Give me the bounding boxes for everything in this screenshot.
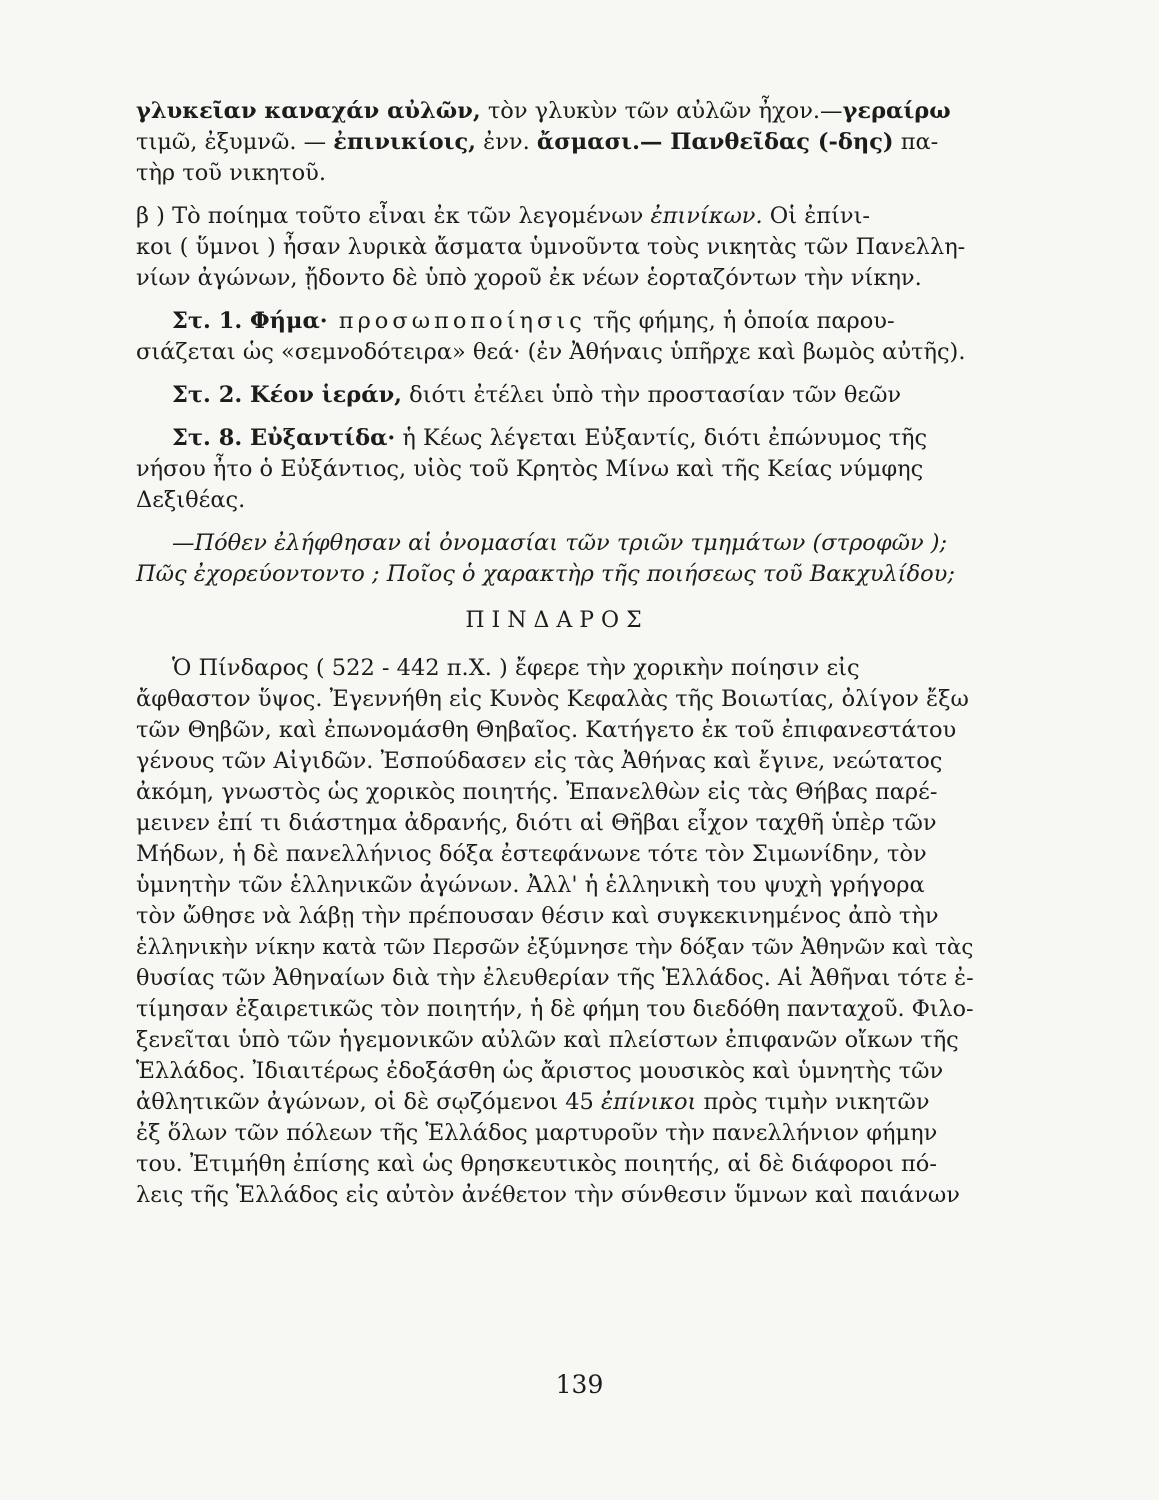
page-number: 139 xyxy=(555,1370,604,1399)
text-line: τῶν Θηβῶν, καὶ ἐπωνομάσθη Θηβαῖος. Κατήγετο ἐκ τοῦ ἐπιφανεστάτου xyxy=(136,717,957,743)
text-line: γένους τῶν Αἰγιδῶν. Ἐσπούδασεν εἰς τὰς Ἀθήνας καὶ ἔγινε, νεώτατος xyxy=(136,748,943,774)
text-line xyxy=(136,1087,978,1118)
glossary-text: τὸν γλυκὺν τῶν αὐλῶν ἦχον.— xyxy=(480,98,843,124)
text-line: τίμησαν ἐξαιρετικῶς τὸν ποιητήν, ἡ δὲ φήμη του διεδόθη πανταχοῦ. Φιλο- xyxy=(136,996,974,1022)
page-body xyxy=(136,96,978,1211)
pindar-paragraph xyxy=(136,653,978,1211)
text-line: ὑμνητὴν τῶν ἑλληνικῶν ἀγώνων. Ἀλλ' ἡ ἑλληνικὴ του ψυχὴ γρήγορα xyxy=(136,872,925,898)
text-line: μεινεν ἐπί τι διάστημα ἀδρανής, διότι αἱ Θῆβαι εἶχον ταχθῆ ὑπὲρ τῶν xyxy=(136,810,937,836)
text-line: κοι ( ὕμνοι ) ἦσαν λυρικὰ ἄσματα ὑμνοῦντα τοὺς νικητὰς τῶν Πανελλη- xyxy=(136,234,966,260)
italic-term: ἐπίνικοι xyxy=(601,1089,697,1115)
verse-label: Στ. 8. Εὐξαντίδα· xyxy=(172,425,396,451)
verse-note-1 xyxy=(136,306,978,368)
text-line xyxy=(136,423,978,454)
text-line: ἀκόμη, γνωστὸς ὡς χορικὸς ποιητής. Ἐπανελθὼν εἰς τὰς Θήβας παρέ- xyxy=(136,779,938,805)
glossary-text: τιμῶ, ἐξυμνῶ. — xyxy=(136,129,334,155)
text-line: του. Ἐτιμήθη ἐπίσης καὶ ὡς θρησκευτικὸς ποιητής, αἱ δὲ διάφοροι πό- xyxy=(136,1151,937,1177)
text-line: νήσου ἦτο ὁ Εὐξάντιος, υἱὸς τοῦ Κρητὸς Μίνω καὶ τῆς Κείας νύμφης xyxy=(136,456,924,482)
question-paragraph xyxy=(136,528,978,590)
text-line: Μήδων, ἡ δὲ πανελλήνιος δόξα ἐστεφάνωνε τότε τὸν Σιμωνίδην, τὸν xyxy=(136,841,927,867)
section-title: ΠΙΝΔΑΡΟΣ xyxy=(465,608,649,633)
text-line: Δεξιθέας. xyxy=(136,487,246,513)
text-line xyxy=(136,201,978,232)
text-line: Πῶς ἐχορεύοντοντο ; Ποῖος ὁ χαρακτὴρ τῆς ποιήσεως τοῦ Βακχυλίδου; xyxy=(136,561,955,587)
text-line: λεις τῆς Ἑλλάδος εἰς αὐτὸν ἀνέθετον τὴν σύνθεσιν ὕμνων καὶ παιάνων xyxy=(136,1182,960,1208)
text-line xyxy=(136,380,978,411)
note-text: τῆς φήμης, ἡ ὁποία παρου- xyxy=(585,308,895,334)
text-line: νίων ἀγώνων, ᾔδοντο δὲ ὑπὸ χοροῦ ἐκ νέων ἑορταζόντων τὴν νίκην. xyxy=(136,265,922,291)
note-text: ἡ Κέως λέγεται Εὐξαντίς, διότι ἐπώνυμος τῆς xyxy=(395,425,928,451)
glossary-term: γεραίρω xyxy=(842,98,951,124)
note-text: Οἱ ἐπίνι- xyxy=(762,203,870,229)
text-line: ἑλληνικὴν νίκην κατὰ τῶν Περσῶν ἐξύμνησε τὴν δόξαν τῶν Ἀθηνῶν καὶ τὰς xyxy=(136,935,974,960)
glossary-text: ἐνν. xyxy=(476,129,537,155)
text-line xyxy=(136,306,978,337)
note-text: β ) Τὸ ποίημα τοῦτο εἶναι ἐκ τῶν λεγομένων xyxy=(136,203,651,229)
text-line: ἄφθαστον ὕψος. Ἐγεννήθη εἰς Κυνὸς Κεφαλὰς τῆς Βοιωτίας, ὀλίγον ἔξω xyxy=(136,686,969,712)
glossary-text: πα- xyxy=(893,129,939,155)
text-line: Ἑλλάδος. Ἰδιαιτέρως ἐδοξάσθη ὡς ἄριστος μουσικὸς καὶ ὑμνητὴς τῶν xyxy=(136,1058,944,1084)
note-b-paragraph xyxy=(136,201,978,294)
body-text: ἀθλητικῶν ἀγώνων, οἱ δὲ σῳζόμενοι 45 xyxy=(136,1089,601,1115)
body-text: πρὸς τιμὴν νικητῶν xyxy=(696,1089,930,1115)
text-line xyxy=(136,127,978,158)
glossary-term: γλυκεῖαν καναχάν αὐλῶν, xyxy=(136,98,481,124)
text-line: θυσίας τῶν Ἀθηναίων διὰ τὴν ἐλευθερίαν τῆς Ἑλλάδος. Αἱ Ἀθῆναι τότε ἐ- xyxy=(136,965,974,991)
verse-label: Στ. 1. Φήμα· xyxy=(172,308,328,334)
verse-note-2 xyxy=(136,380,978,411)
spaced-term: προσωποποίησις xyxy=(327,308,586,334)
glossary-term: ἄσμασι.— Πανθεῖδας (-δης) xyxy=(536,129,894,155)
verse-label: Στ. 2. Κέον ἱεράν, xyxy=(172,382,403,408)
note-text: διότι ἐτέλει ὑπὸ τὴν προστασίαν τῶν θεῶν xyxy=(402,382,902,408)
text-line: τὴρ τοῦ νικητοῦ. xyxy=(136,160,326,186)
text-line: —Πόθεν ἐλήφθησαν αἱ ὀνομασίαι τῶν τριῶν τμημάτων (στροφῶν ); xyxy=(172,530,948,556)
text-line: Ὁ Πίνδαρος ( 522 - 442 π.Χ. ) ἔφερε τὴν χορικὴν ποίησιν εἰς xyxy=(172,655,860,681)
text-line: ἐξ ὅλων τῶν πόλεων τῆς Ἑλλάδος μαρτυροῦν τὴν πανελλήνιον φήμην xyxy=(136,1120,938,1146)
text-line: τὸν ὤθησε νὰ λάβῃ τὴν πρέπουσαν θέσιν καὶ συγκεκινημένος ἀπὸ τὴν xyxy=(136,903,939,929)
note-italic: ἐπινίκων. xyxy=(650,203,763,229)
glossary-term: ἐπινικίοις, xyxy=(333,129,477,155)
verse-note-8 xyxy=(136,423,978,516)
text-line: ξενεῖται ὑπὸ τῶν ἡγεμονικῶν αὐλῶν καὶ πλείστων ἐπιφανῶν οἴκων τῆς xyxy=(136,1027,959,1053)
glossary-paragraph xyxy=(136,96,978,189)
text-line: σιάζεται ὡς «σεμνοδότειρα» θεά· (ἐν Ἀθήναις ὑπῆρχε καὶ βωμὸς αὐτῆς). xyxy=(136,339,966,365)
text-line xyxy=(136,96,978,127)
